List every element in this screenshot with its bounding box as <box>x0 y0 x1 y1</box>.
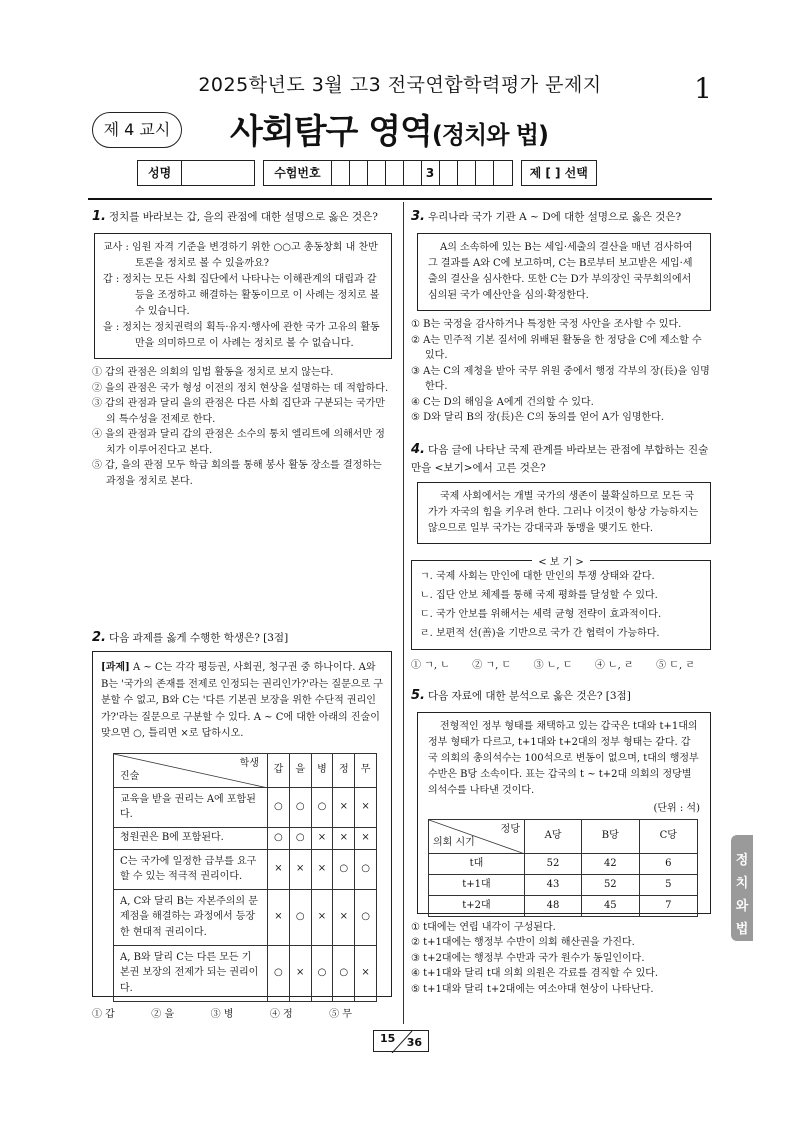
exam-number-cell[interactable] <box>386 161 404 185</box>
period-cell: t+1대 <box>429 874 525 895</box>
mark-cell: ○ <box>268 787 290 827</box>
option[interactable]: ③ 병 <box>210 1009 234 1020</box>
mark-cell: × <box>355 827 377 849</box>
option[interactable]: ② t+1대에는 행정부 수반이 의회 해산권을 가진다. <box>411 937 635 949</box>
page-number: 1 <box>694 72 712 105</box>
question-1-dialog-box <box>94 233 392 359</box>
question-4-answers <box>411 658 695 674</box>
mark-cell: ○ <box>355 849 377 889</box>
exam-number-cell[interactable] <box>350 161 368 185</box>
option[interactable]: ③ t+2대에는 행정부 수반과 국가 원수가 동일인이다. <box>411 952 645 964</box>
bogi-item: ㄴ. 집단 안보 체제를 통해 국제 평화를 달성할 수 있다. <box>420 590 658 602</box>
header-rule <box>88 198 712 200</box>
question-1-options <box>92 365 392 489</box>
mark-cell: × <box>311 849 333 889</box>
exam-number-cell[interactable]: 3 <box>422 161 440 185</box>
mark-cell: ○ <box>268 945 290 1001</box>
question-5-stem <box>411 686 711 706</box>
subject-sub: (정치와 법) <box>431 121 548 149</box>
student-header: 갑 <box>268 753 290 787</box>
mark-cell: ○ <box>289 889 311 945</box>
question-1-stem <box>92 207 392 227</box>
seat-cell: 42 <box>582 853 639 874</box>
exam-number-cell[interactable] <box>476 161 494 185</box>
question-number: 4. <box>411 441 425 457</box>
name-blank[interactable] <box>182 161 254 185</box>
subject-title <box>230 104 548 153</box>
question-text: 정치를 바라보는 갑, 을의 관점에 대한 설명으로 옳은 것은? <box>108 211 378 223</box>
exam-number-cell[interactable] <box>458 161 476 185</box>
party-header: A당 <box>525 819 582 853</box>
question-4-stem <box>411 440 711 476</box>
option[interactable]: ② 을 <box>151 1009 175 1020</box>
corner-bottom: 의회 시기 <box>433 836 475 848</box>
option[interactable]: ⑤ 무 <box>329 1009 352 1020</box>
table-row <box>429 874 698 895</box>
mark-cell: × <box>289 849 311 889</box>
question-2-answers <box>92 1005 352 1020</box>
student-header: 무 <box>355 753 377 787</box>
table-corner <box>429 819 525 853</box>
question-text: 다음 글에 나타난 국제 관계를 바라보는 관점에 부합하는 진술만을 <보기>에서 고른 것은? <box>411 443 709 474</box>
table-row <box>429 895 698 916</box>
mark-cell: × <box>355 787 377 827</box>
subject-side-tab <box>731 835 753 941</box>
option[interactable]: ④ 정 <box>269 1009 293 1020</box>
seat-cell: 48 <box>525 895 582 916</box>
total-pages: 36 <box>406 1036 422 1049</box>
question-3-stem <box>411 207 711 227</box>
statement-cell: 교육을 받을 권리는 A에 포함된다. <box>114 787 268 827</box>
left-column <box>92 207 392 489</box>
question-2 <box>92 630 392 1020</box>
task-text-block <box>101 660 383 743</box>
corner-bottom: 진술 <box>120 770 140 782</box>
table-row <box>114 945 377 1001</box>
question-2-task-box <box>92 651 392 997</box>
bogi-item: ㄷ. 국가 안보를 위해서는 세력 균형 전략이 효과적이다. <box>420 609 662 621</box>
exam-number-cell[interactable] <box>404 161 422 185</box>
mark-cell: × <box>333 827 355 849</box>
seat-cell: 52 <box>525 853 582 874</box>
dialog-line: 교사 : 임원 자격 기준을 변경하기 위한 ○○고 총동창회 내 찬반 토론을 정치로 볼 수 있을까요? <box>103 242 378 270</box>
question-5-options <box>411 920 711 998</box>
option[interactable]: ① B는 국정을 감사하거나 특정한 국정 사안을 조사할 수 있다. <box>411 319 682 331</box>
dialog-line: 갑 : 정치는 모든 사회 집단에서 나타나는 이해관계의 대립과 갈등을 조정하고 해결하는 활동이므로 이 사례는 정치로 볼 수 있습니다. <box>103 274 380 318</box>
question-4-passage: 국제 사회에서는 개별 국가의 생존이 불확실하므로 모든 국가가 자국의 힘을 키우려 한다. 그러나 이것이 항상 가능하지는 않으므로 일부 국가는 강대국과 동맹을 맺기도 한다. <box>417 482 711 544</box>
option[interactable]: ⑤ 갑, 을의 관점 모두 학급 회의를 통해 봉사 활동 장소를 결정하는 과정을 정치로 본다. <box>92 460 382 487</box>
option[interactable]: ① ㄱ, ㄴ <box>411 660 450 672</box>
seat-cell: 43 <box>525 874 582 895</box>
name-label: 성명 <box>138 161 182 185</box>
name-field[interactable] <box>137 160 255 186</box>
subject-choice-label: 제 [ ] 선택 <box>529 166 588 180</box>
subject-main: 사회탐구 영역 <box>230 112 432 152</box>
exam-number-cell[interactable] <box>494 161 512 185</box>
question-number: 2. <box>92 630 106 645</box>
question-number: 5. <box>411 687 425 703</box>
table-corner <box>114 753 268 787</box>
mark-cell: × <box>268 849 290 889</box>
question-number: 1. <box>92 209 106 224</box>
dialog-line: 을 : 정치는 정치권력의 획득·유지·행사에 관한 국가 고유의 활동만을 의미하므로 이 사례는 정치로 볼 수 없습니다. <box>103 322 380 350</box>
page-indicator <box>373 1030 429 1052</box>
mark-cell: ○ <box>333 849 355 889</box>
mark-cell: ○ <box>289 787 311 827</box>
exam-number-cell[interactable] <box>440 161 458 185</box>
exam-number-cell[interactable] <box>332 161 350 185</box>
right-column <box>411 207 711 997</box>
mark-cell: ○ <box>333 945 355 1001</box>
subject-choice-field[interactable] <box>521 160 597 186</box>
option[interactable]: ⑤ ㄷ, ㄹ <box>656 660 695 672</box>
question-number: 3. <box>411 209 425 224</box>
option[interactable]: ④ t+1대와 달리 t대 의회 의원은 각료를 겸직할 수 있다. <box>411 968 659 980</box>
table-row <box>114 787 377 827</box>
seat-cell: 6 <box>639 853 697 874</box>
candidate-info-row <box>137 160 605 186</box>
question-4-bogi-box <box>411 557 711 650</box>
statement-cell: A, B와 달리 C는 다른 모든 기본권 보장의 전제가 되는 권리이다. <box>114 945 268 1001</box>
option[interactable]: ② 을의 관점은 국가 형성 이전의 정치 현상을 설명하는 데 적합하다. <box>92 382 389 394</box>
exam-number-field[interactable] <box>263 160 512 186</box>
mark-cell: × <box>311 889 333 945</box>
option[interactable]: ⑤ t+1대와 달리 t+2대에는 여소야대 현상이 나타난다. <box>411 983 654 995</box>
question-3-options <box>411 317 711 426</box>
seat-cell: 7 <box>639 895 697 916</box>
mark-cell: × <box>355 945 377 1001</box>
table-row <box>429 853 698 874</box>
student-header: 을 <box>289 753 311 787</box>
mark-cell: ○ <box>311 945 333 1001</box>
option[interactable]: ③ A는 C의 제청을 받아 국무 위원 중에서 행정 각부의 장(長)을 임명한다. <box>411 365 710 393</box>
question-5-passage: 전형적인 정부 형태를 채택하고 있는 갑국은 t대와 t+1대의 정부 형태가 다르고, t+1대와 t+2대의 정부 형태는 같다. 갑국 의회의 총의석수는 100석으로 변동이 없으며, t대의 행정부 수반은 B당 소속이다. 표는 갑국의 t ~ t+2대 의회의 정당별 의석수를 나타낸 것이다. <box>428 720 699 796</box>
mark-cell: × <box>333 889 355 945</box>
bogi-title: < 보 기 > <box>412 553 710 572</box>
task-label: [과제] <box>101 662 130 673</box>
option[interactable]: ④ 을의 관점과 달리 갑의 관점은 소수의 통치 엘리트에 의해서만 정치가 이루어진다고 본다. <box>92 429 385 456</box>
exam-number-cell[interactable] <box>368 161 386 185</box>
bogi-item: ㄱ. 국제 사회는 만인에 대한 만인의 투쟁 상태와 같다. <box>420 571 655 583</box>
student-header: 병 <box>311 753 333 787</box>
question-5-table <box>428 819 698 917</box>
option[interactable]: ④ ㄴ, ㄹ <box>594 660 634 672</box>
option[interactable]: ② A는 민주적 기본 질서에 위배된 활동을 한 정당을 C에 제소할 수 있다. <box>411 334 702 362</box>
exam-title: 2025학년도 3월 고3 전국연합학력평가 문제지 <box>198 74 602 96</box>
column-divider <box>403 202 404 1024</box>
question-2-table <box>113 753 377 1002</box>
period-badge: 제 4 교시 <box>92 112 182 148</box>
task-text: A ~ C는 각각 평등권, 사회권, 청구권 중 하나이다. A와 B는 '국가의 존재를 전제로 인정되는 권리인가?'라는 질문으로 구분할 수 없고, B와 C는 '다른 기본권 보장을 위한 수단적 권리인가?'라는 질문으로 구분할 수 있다. A ~ C에 대한 아래의 진술이 맞으면 ○, 틀리면 ×로 답하시오. <box>101 662 383 739</box>
party-header: C당 <box>639 819 697 853</box>
table-row <box>114 889 377 945</box>
student-header: 정 <box>333 753 355 787</box>
period-cell: t+2대 <box>429 895 525 916</box>
statement-cell: A, C와 달리 B는 자본주의의 문제점을 해결하는 과정에서 등장한 현대적 권리이다. <box>114 889 268 945</box>
question-text: 다음 과제를 옳게 수행한 학생은? [3점] <box>108 632 289 644</box>
statement-cell: C는 국가에 일정한 급부를 요구할 수 있는 적극적 권리이다. <box>114 849 268 889</box>
corner-top: 정당 <box>500 823 520 835</box>
option[interactable]: ③ ㄴ, ㄷ <box>533 660 573 672</box>
mark-cell: × <box>333 787 355 827</box>
exam-number-label: 수험번호 <box>264 161 331 185</box>
mark-cell: × <box>311 827 333 849</box>
current-page: 15 <box>380 1032 396 1045</box>
corner-top: 학생 <box>239 757 259 769</box>
mark-cell: ○ <box>289 827 311 849</box>
mark-cell: ○ <box>311 787 333 827</box>
side-tab-text: 정치와법 <box>735 853 749 937</box>
table-row <box>114 849 377 889</box>
question-2-stem <box>92 630 392 645</box>
seat-cell: 5 <box>639 874 697 895</box>
bogi-item: ㄹ. 보편적 선(善)을 기반으로 국가 간 협력이 가능하다. <box>420 628 660 640</box>
option[interactable]: ② ㄱ, ㄷ <box>472 660 512 672</box>
statement-cell: 청원권은 B에 포함된다. <box>114 827 268 849</box>
question-text: 다음 자료에 대한 분석으로 옳은 것은? [3점] <box>427 689 631 702</box>
option[interactable]: ③ 갑의 관점과 달리 을의 관점은 다른 사회 집단과 구분되는 국가만의 특수성을 전제로 한다. <box>92 398 385 425</box>
mark-cell: × <box>289 945 311 1001</box>
option[interactable]: ⑤ D와 달리 B의 장(長)은 C의 동의를 얻어 A가 임명한다. <box>411 412 665 424</box>
question-text: 우리나라 국가 기관 A ~ D에 대한 설명으로 옳은 것은? <box>427 211 682 223</box>
period-cell: t대 <box>429 853 525 874</box>
seat-cell: 52 <box>582 874 639 895</box>
option[interactable]: ① t대에는 연립 내각이 구성된다. <box>411 921 556 933</box>
party-header: B당 <box>582 819 639 853</box>
option[interactable]: ① 갑의 관점은 의회의 입법 활동을 정치로 보지 않는다. <box>92 367 334 379</box>
option[interactable]: ① 갑 <box>92 1009 115 1020</box>
mark-cell: ○ <box>268 827 290 849</box>
seat-cell: 45 <box>582 895 639 916</box>
mark-cell: × <box>268 889 290 945</box>
question-5-data-box <box>417 712 711 914</box>
question-3-passage: A의 소속하에 있는 B는 세입·세출의 결산을 매년 검사하여 그 결과를 A와 C에 보고하며, C는 B로부터 보고받은 세입·세출의 결산을 심사한다. 또한 C는 D가 부의장인 국무회의에서 심의된 국가 예산안을 심의·확정한다. <box>417 233 711 311</box>
mark-cell: ○ <box>355 889 377 945</box>
option[interactable]: ④ C는 D의 해임을 A에게 건의할 수 있다. <box>411 396 594 408</box>
unit-label: (단위 : 석) <box>653 802 700 814</box>
table-row <box>114 827 377 849</box>
